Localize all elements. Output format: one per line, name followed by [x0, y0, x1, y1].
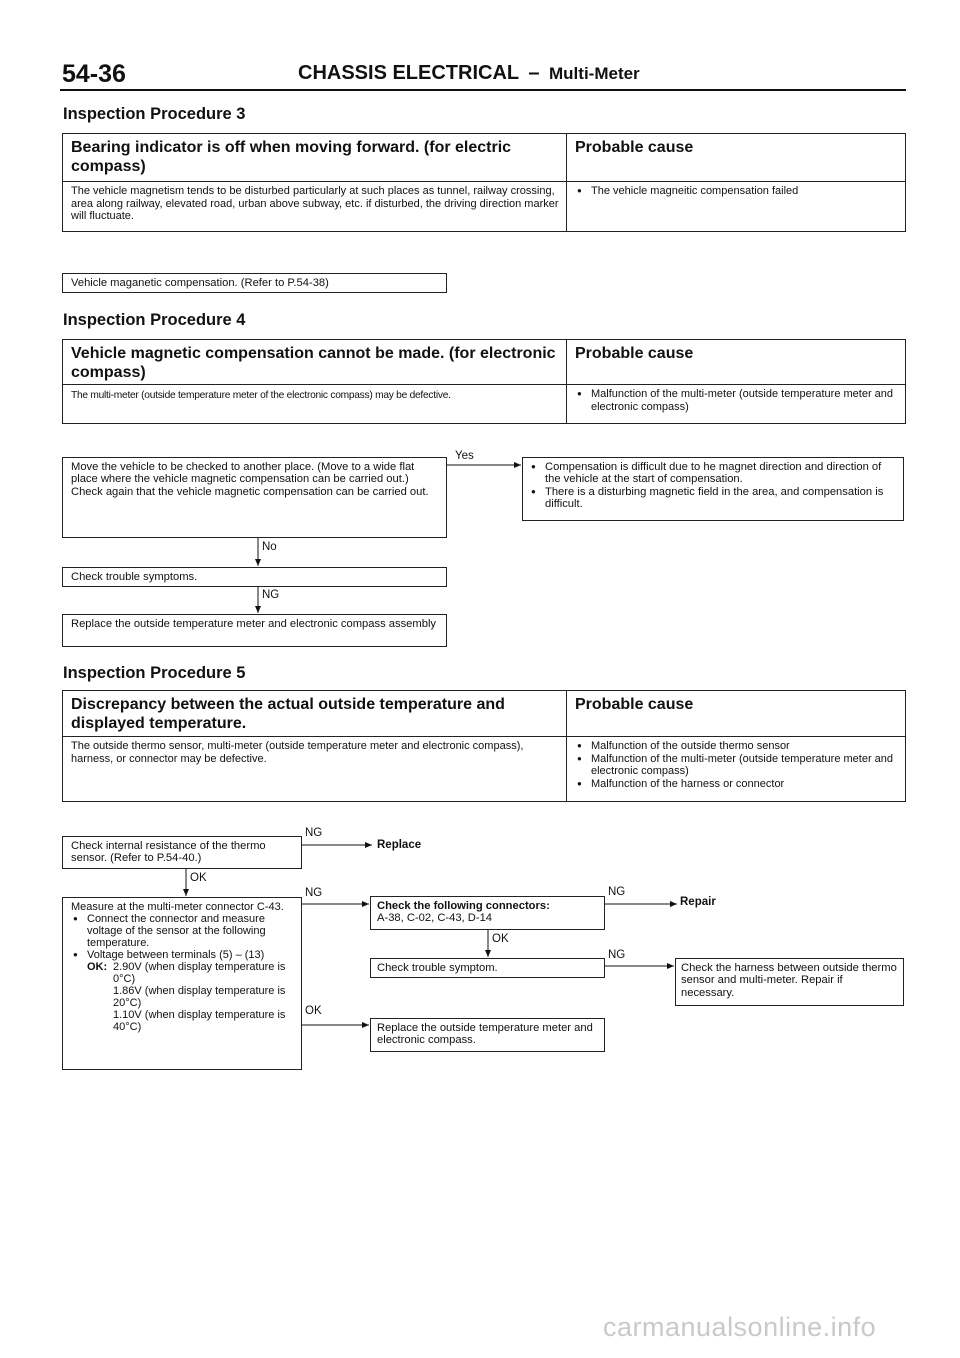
procedure5-repair: Repair: [680, 896, 716, 908]
step2-bullet: ● Connect the connector and measure voltage of the sensor at the following temperature.: [71, 913, 293, 949]
procedure5-replace: Replace: [377, 839, 422, 851]
step2-intro: Measure at the multi-meter connector C-43.: [71, 901, 284, 913]
procedure4-symptom-text: The multi-meter (outside temperature meter of the electronic compass) may be defective.: [71, 390, 451, 401]
step2-bullet: ● Voltage between terminals (5) – (13): [71, 949, 293, 961]
procedure5-step1-ng: NG: [305, 827, 323, 839]
section-title: CHASSIS ELECTRICAL: [298, 62, 519, 84]
procedure5-replace-meter: Replace the outside temperature meter and electronic compass.: [370, 1018, 605, 1052]
procedure4-no-label: No: [262, 541, 277, 553]
procedure5-step1: Check internal resistance of the thermo sensor. (Refer to P.54-40.): [62, 836, 302, 869]
procedure3-symptom-title: Bearing indicator is off when moving forward. (for electric compass): [71, 139, 512, 175]
procedure5-connectors-ng: NG: [608, 886, 626, 898]
procedure5-step2-ok: OK: [305, 1005, 322, 1017]
procedure5-harness-check: Check the harness between outside thermo sensor and multi-meter. Repair if necessary.: [675, 958, 904, 1006]
procedure3-step1: Vehicle maganetic compensation. (Refer to P.54-38): [62, 273, 447, 293]
procedure4-probable-cause-label: Probable cause: [575, 345, 694, 362]
step2-value: 1.86V (when display temperature is 20°C): [113, 985, 286, 1009]
procedure5-probable-cause-label: Probable cause: [575, 696, 694, 713]
title-dash: –: [528, 62, 540, 84]
connectors-title: Check the following connectors:: [377, 900, 550, 912]
procedure3-heading: Inspection Procedure 3: [63, 105, 246, 123]
procedure4-heading: Inspection Procedure 4: [63, 311, 246, 329]
cause-item: ● Malfunction of the harness or connector: [575, 778, 900, 791]
procedure5-symptom-title: Discrepancy between the actual outside temperature and displayed temperature.: [71, 696, 505, 732]
cause-item: ● Malfunction of the outside thermo sensor: [575, 740, 900, 753]
watermark: carmanualsonline.info: [603, 1312, 877, 1342]
result-item: ● Compensation is difficult due to he magnet direction and direction of the vehicle at the start of compensation.: [529, 461, 897, 486]
procedure4-step1: Move the vehicle to be checked to another place. (Move to a wide flat place where the vehicle magnetic compensation can be carried out.) Check again that the vehicle magnetic compensation can be carried out.: [62, 457, 447, 538]
step2-value: 1.10V (when display temperature is 40°C): [113, 1009, 286, 1033]
procedure4-step3: Replace the outside temperature meter and electronic compass assembly: [62, 614, 447, 647]
procedure5-connectors-ok: OK: [492, 933, 509, 945]
procedure4-step2: Check trouble symptoms.: [62, 567, 447, 587]
procedure5-symptom-ng: NG: [608, 949, 626, 961]
step2-value: 2.90V (when display temperature is 0°C): [113, 961, 286, 985]
page-number: 54-36: [62, 60, 126, 88]
cause-item: ● The vehicle magneitic compensation failed: [575, 185, 895, 198]
step2-ok-label: OK:: [87, 961, 108, 973]
procedure4-symptom-title: Vehicle magnetic compensation cannot be made. (for electronic compass): [71, 345, 556, 381]
procedure4-ng-label: NG: [262, 589, 280, 601]
procedure3-symptom-text: The vehicle magnetism tends to be disturbed particularly at such places as tunnel, railway crossing, area along railway, elevated road, urban above subway, etc. if disturbed, the driving direction marker will fluctuate.: [71, 185, 559, 222]
procedure5-heading: Inspection Procedure 5: [63, 664, 246, 682]
procedure5-symptom-text: The outside thermo sensor, multi-meter (outside temperature meter and electronic compass), harness, or connector may be defective.: [71, 740, 524, 765]
procedure5-step1-ok: OK: [190, 872, 207, 884]
cause-item: ● Malfunction of the multi-meter (outside temperature meter and electronic compass): [575, 753, 900, 778]
section-subtitle: Multi-Meter: [549, 64, 640, 83]
procedure5-check-symptom: Check trouble symptom.: [370, 958, 605, 978]
procedure3-probable-cause-label: Probable cause: [575, 139, 694, 156]
procedure5-step2-ng: NG: [305, 887, 323, 899]
connectors-list: A-38, C-02, C-43, D-14: [377, 912, 493, 925]
procedure4-yes-label: Yes: [455, 450, 474, 462]
result-item: ● There is a disturbing magnetic field in the area, and compensation is difficult.: [529, 486, 897, 511]
cause-item: ● Malfunction of the multi-meter (outside temperature meter and electronic compass): [575, 388, 900, 413]
